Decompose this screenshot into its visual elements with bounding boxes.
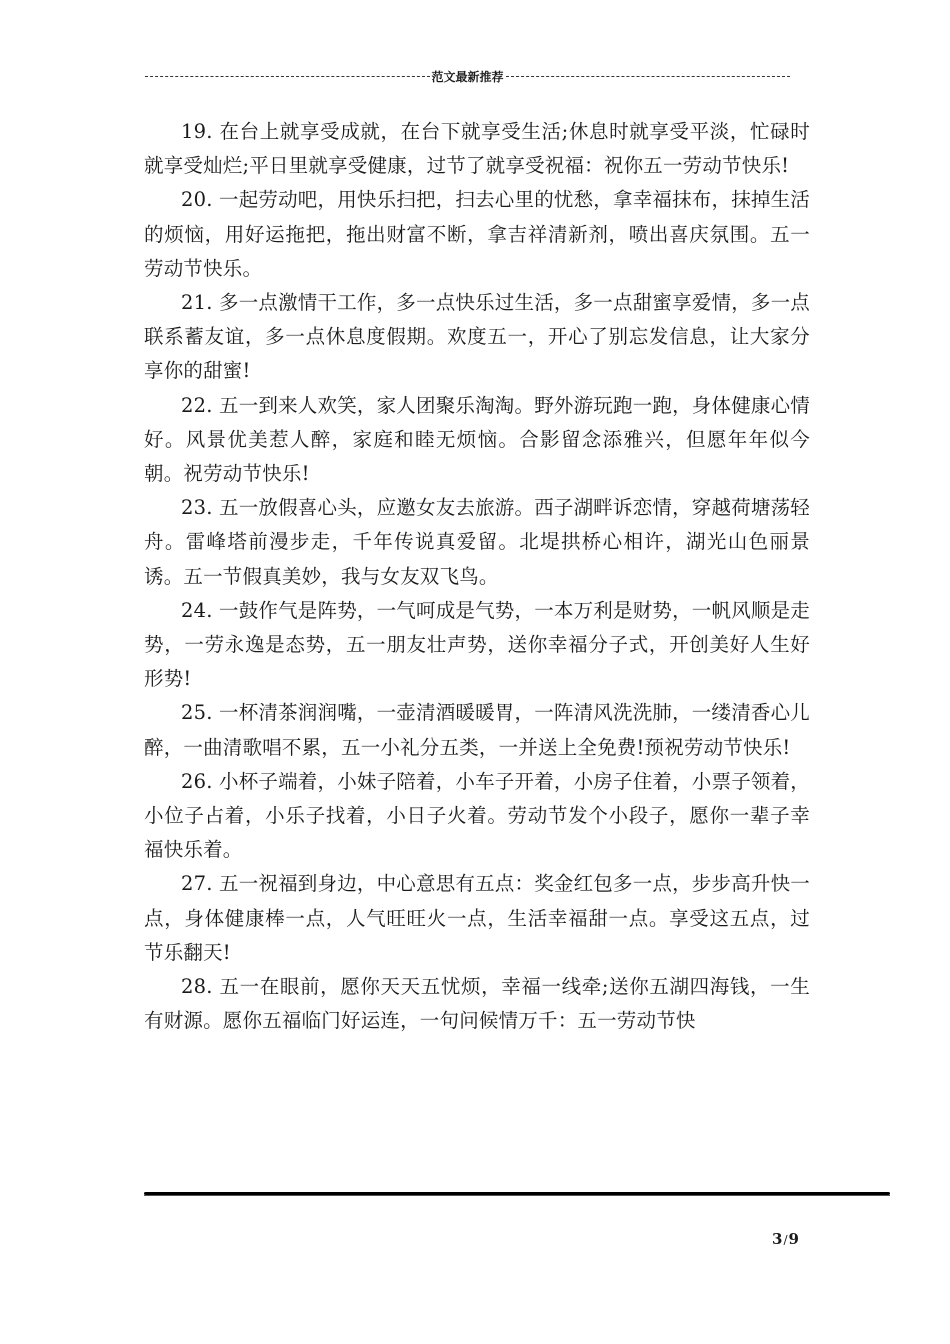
current-page: 3 (772, 1230, 783, 1248)
paragraph-22: 22. 五一到来人欢笑，家人团聚乐淘淘。野外游玩跑一跑，身体健康心情好。风景优美惹人醉，家庭和睦无烦恼。合影留念添雅兴，但愿年年似今朝。祝劳动节快乐! (144, 393, 811, 486)
header-title: 范文最新推荐 (431, 69, 504, 84)
paragraph-19: 19. 在台上就享受成就，在台下就享受生活;休息时就享受平淡，忙碌时就享受灿烂;平日里就享受健康，过节了就享受祝福：祝你五一劳动节快乐! (144, 120, 810, 178)
header-dashes-left (145, 76, 430, 77)
paragraph-21: 21. 多一点激情干工作，多一点快乐过生活，多一点甜蜜享爱情，多一点联系蓄友谊，多一点休息度假期。欢度五一，开心了别忘发信息，让大家分享你的甜蜜! (144, 291, 811, 383)
document-body (144, 115, 810, 1038)
paragraph-25: 25. 一杯清茶润润嘴，一壶清酒暖暖胃，一阵清风洗洗肺，一缕清香心儿醉，一曲清歌唱不累，五一小礼分五类，一并送上全免费!预祝劳动节快乐! (144, 701, 811, 759)
footer-divider (144, 1192, 890, 1197)
footer-divider-thin (144, 1195, 890, 1196)
paragraph-26: 26. 小杯子端着，小妹子陪着，小车子开着，小房子住着，小票子领着，小位子占着，小乐子找着，小日子火着。劳动节发个小段子，愿你一辈子幸福快乐着。 (144, 769, 811, 862)
page-separator: / (783, 1233, 788, 1247)
paragraph-23: 23. 五一放假喜心头，应邀女友去旅游。西子湖畔诉恋情，穿越荷塘荡轻舟。雷峰塔前漫步走，千年传说真爱留。北堤拱桥心相许，湖光山色丽景诱。五一节假真美妙，我与女友双飞鸟。 (144, 496, 811, 588)
page-number (772, 1230, 799, 1248)
page-header (145, 66, 790, 86)
total-pages: 9 (788, 1230, 799, 1248)
paragraph-27: 27. 五一祝福到身边，中心意思有五点：奖金红包多一点，步步高升快一点，身体健康棒一点，人气旺旺火一点，生活幸福甜一点。享受这五点，过节乐翻天! (144, 872, 811, 964)
paragraph-20: 20. 一起劳动吧，用快乐扫把，扫去心里的忧愁，拿幸福抹布，抹掉生活的烦恼，用好运拖把，拖出财富不断，拿吉祥清新剂，喷出喜庆氛围。五一劳动节快乐。 (144, 188, 811, 280)
header-dashes-right (506, 76, 791, 77)
paragraph-28: 28. 五一在眼前，愿你天天五忧烦，幸福一线牵;送你五湖四海钱，一生有财源。愿你五福临门好运连，一句问候情万千：五一劳动节快 (144, 975, 810, 1033)
paragraph-24: 24. 一鼓作气是阵势，一气呵成是气势，一本万利是财势，一帆风顺是走势，一劳永逸是态势，五一朋友壮声势，送你幸福分子式，开创美好人生好形势! (144, 598, 811, 691)
